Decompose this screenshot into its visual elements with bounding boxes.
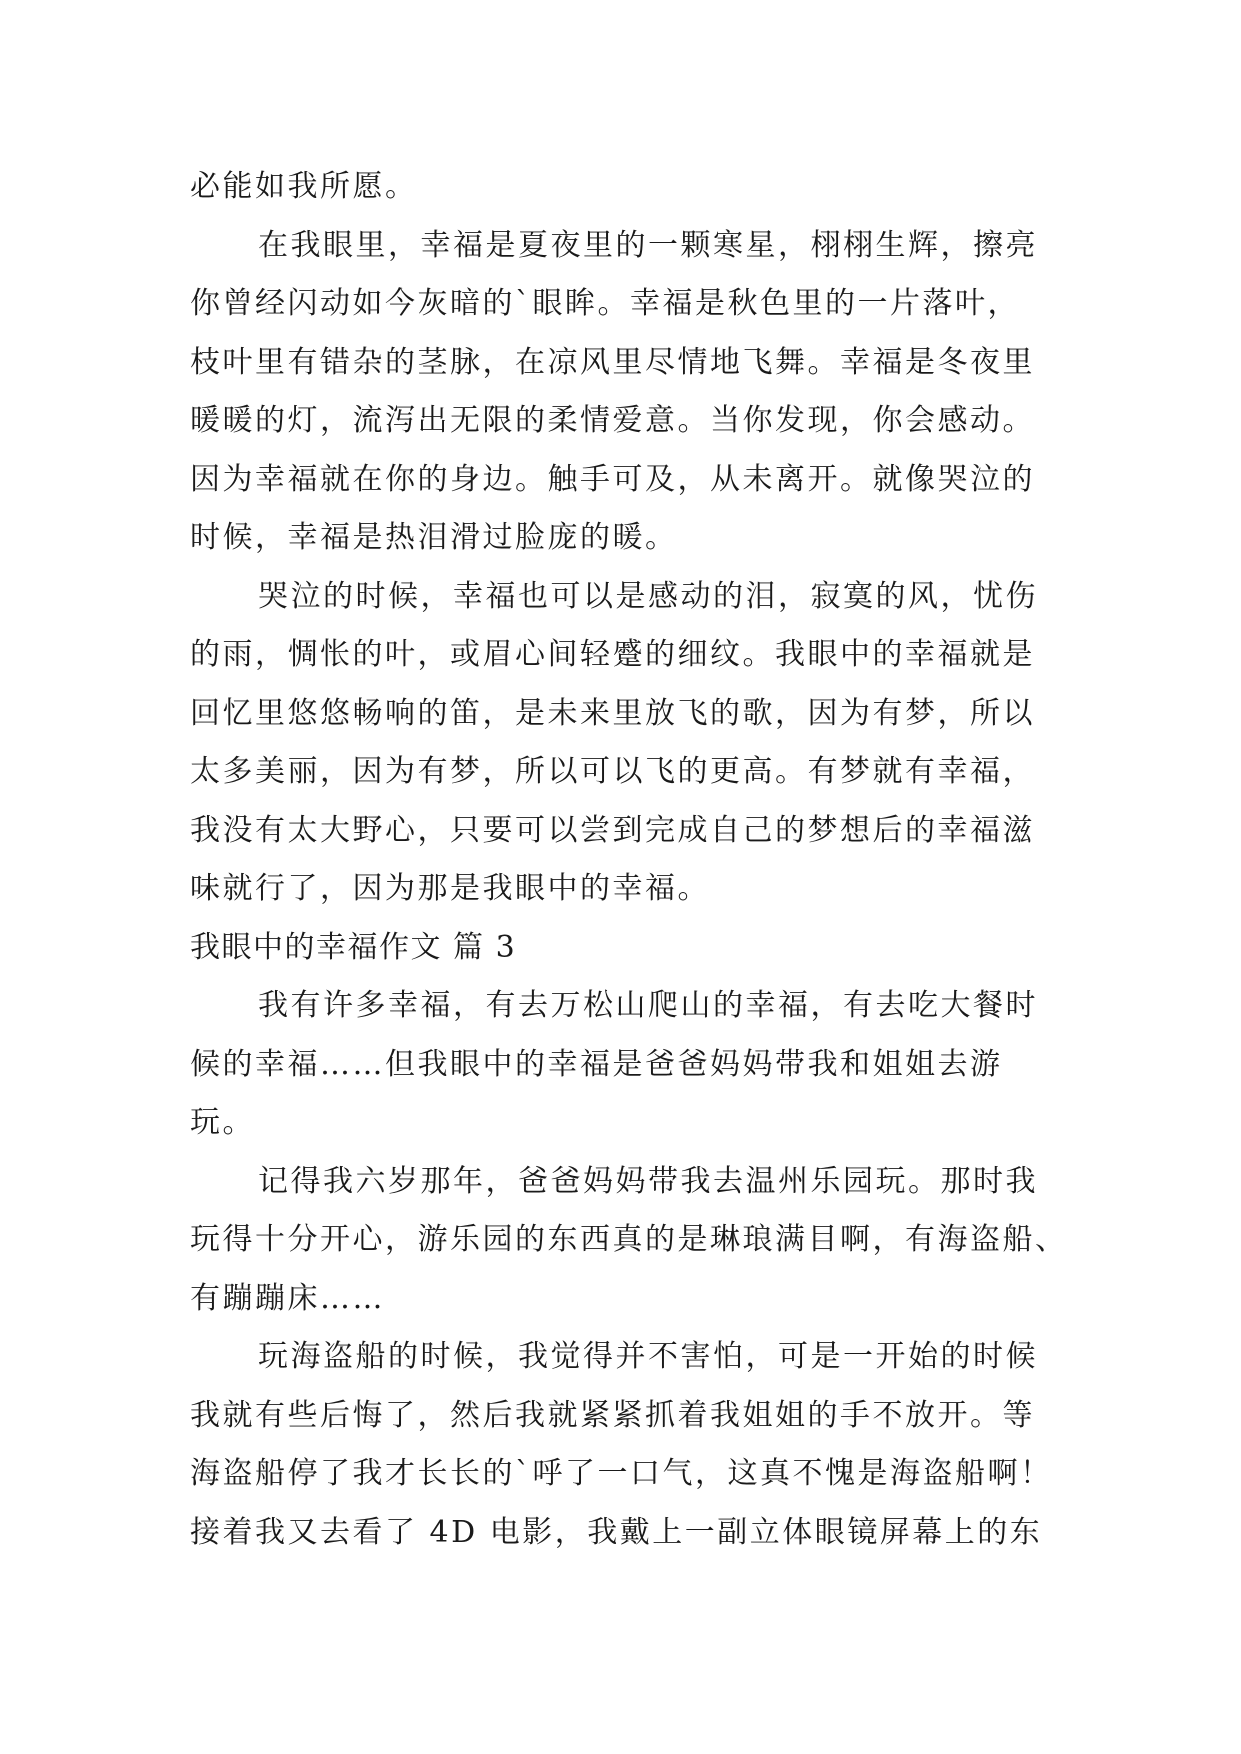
text-line: 我没有太大野心，只要可以尝到完成自己的梦想后的幸福滋	[190, 812, 1035, 848]
text-line: 在我眼里，幸福是夏夜里的一颗寒星，栩栩生辉，擦亮	[258, 227, 1038, 263]
text-line: 暖暖的灯，流泻出无限的柔情爱意。当你发现，你会感动。	[190, 403, 1035, 438]
text-line: 海盗船停了我才长长的`呼了一口气，这真不愧是海盗船啊！	[190, 1456, 1053, 1491]
text-line: 我就有些后悔了，然后我就紧紧抓着我姐姐的手不放开。等	[190, 1397, 1035, 1433]
document-body	[190, 158, 1068, 1562]
text-line: 哭泣的时候，幸福也可以是感动的泪，寂寞的风，忧伤	[258, 578, 1038, 614]
text-line: 记得我六岁那年，爸爸妈妈带我去温州乐园玩。那时我	[258, 1163, 1038, 1199]
text-line: 味就行了，因为那是我眼中的幸福。	[190, 871, 710, 906]
text-line: 你曾经闪动如今灰暗的`眼眸。幸福是秋色里的一片落叶，	[190, 286, 1020, 321]
text-line: 必能如我所愿。	[190, 169, 418, 204]
section-heading: 我眼中的幸福作文 篇 3	[190, 929, 517, 965]
text-line: 因为幸福就在你的身边。触手可及，从未离开。就像哭泣的	[190, 461, 1035, 497]
text-line: 的雨，惆怅的叶，或眉心间轻蹙的细纹。我眼中的幸福就是	[190, 637, 1035, 672]
text-line: 我有许多幸福，有去万松山爬山的幸福，有去吃大餐时	[258, 988, 1038, 1023]
text-line: 接着我又去看了 4D 电影，我戴上一副立体眼镜屏幕上的东	[190, 1514, 1043, 1550]
text-line: 候的幸福……但我眼中的幸福是爸爸妈妈带我和姐姐去游	[190, 1046, 1003, 1082]
text-line: 玩海盗船的时候，我觉得并不害怕，可是一开始的时候	[258, 1339, 1038, 1374]
text-line: 玩。	[190, 1105, 255, 1140]
text-line: 回忆里悠悠畅响的笛，是未来里放飞的歌，因为有梦，所以	[190, 695, 1035, 731]
text-line: 太多美丽，因为有梦，所以可以飞的更高。有梦就有幸福，	[190, 754, 1035, 789]
text-line: 时候，幸福是热泪滑过脸庞的暖。	[190, 520, 678, 555]
text-line: 有蹦蹦床……	[190, 1280, 385, 1316]
text-line: 枝叶里有错杂的茎脉，在凉风里尽情地飞舞。幸福是冬夜里	[190, 344, 1035, 380]
text-line: 玩得十分开心，游乐园的东西真的是琳琅满目啊，有海盗船、	[190, 1222, 1068, 1257]
